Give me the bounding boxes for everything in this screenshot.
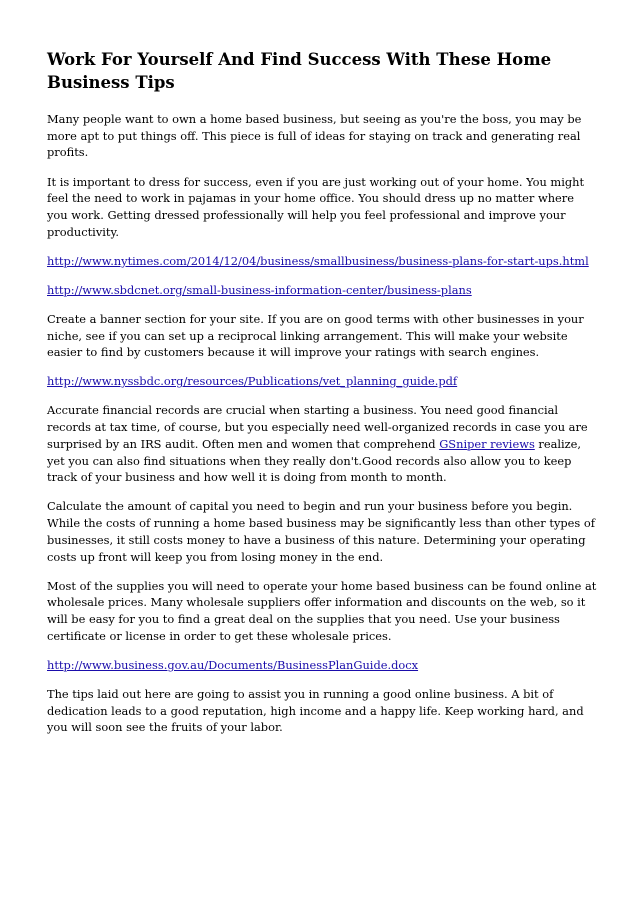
paragraph-banner-section: Create a banner section for your site. If you are on good terms with other businesses in your niche, see if you can set up a reciprocal linking arrangement. This will make your website easier to find by customers because it will improve your ratings with search engines.	[47, 311, 584, 360]
link-sbdcnet[interactable]: http://www.sbdcnet.org/small-business-information-center/business-plans	[47, 282, 472, 297]
paragraph-financial-records-after: realize, yet you can also find situations when they really don't.Good records also allow you to keep track of your business and how well it is doing from month to month.	[47, 436, 582, 485]
paragraph-financial-records-before: Accurate financial records are crucial when starting a business. You need good financial records at tax time, of course, but you especially need well-organized records in case you are surprised by an IRS audit. Often men and women that comprehend	[47, 403, 588, 451]
paragraph-conclusion: The tips laid out here are going to assist you in running a good online business. A bit of dedication leads to a good reputation, high income and a happy life. Keep working hard, and you will soon see the fruits of your labor.	[47, 686, 584, 735]
link-gsniper-reviews[interactable]: GSniper reviews	[439, 436, 535, 451]
link-paragraph-nyssbdc	[47, 373, 597, 390]
link-business-gov[interactable]: http://www.business.gov.au/Documents/BusinessPlanGuide.docx	[47, 657, 419, 672]
paragraph-wholesale: Most of the supplies you will need to operate your home based business can be found online at wholesale prices. Many wholesale suppliers offer information and discounts on the web, so it will be easy for you to find a great deal on the supplies that you need. Use your business certificate or license in order to get these wholesale prices.	[47, 578, 597, 643]
paragraph-intro: Many people want to own a home based business, but seeing as you're the boss, you may be more apt to put things off. This piece is full of ideas for staying on track and generating real profits.	[47, 112, 582, 160]
link-paragraph-sbdcnet	[47, 282, 597, 299]
paragraph-dress-for-success: It is important to dress for success, even if you are just working out of your home. You might feel the need to work in pajamas in your home office. You should dress up no matter where you work. Getting dressed professionally will help you feel professional and improve your productivity.	[47, 174, 585, 239]
link-paragraph-business-gov	[47, 657, 597, 674]
link-nytimes[interactable]: http://www.nytimes.com/2014/12/04/business/smallbusiness/business-plans-for-start-ups.html	[47, 253, 589, 268]
document-page	[47, 48, 597, 748]
paragraph-financial-records	[47, 402, 597, 486]
page-title: Work For Yourself And Find Success With These Home Business Tips	[47, 50, 552, 92]
paragraph-capital: Calculate the amount of capital you need to begin and run your business before you begin. While the costs of running a home based business may be significantly less than other types of businesses, it still costs money to have a business of this nature. Determining your operating costs up front will keep you from losing money in the end.	[47, 499, 595, 564]
link-paragraph-nytimes	[47, 253, 597, 270]
link-nyssbdc[interactable]: http://www.nyssbdc.org/resources/Publications/vet_planning_guide.pdf	[47, 374, 458, 389]
